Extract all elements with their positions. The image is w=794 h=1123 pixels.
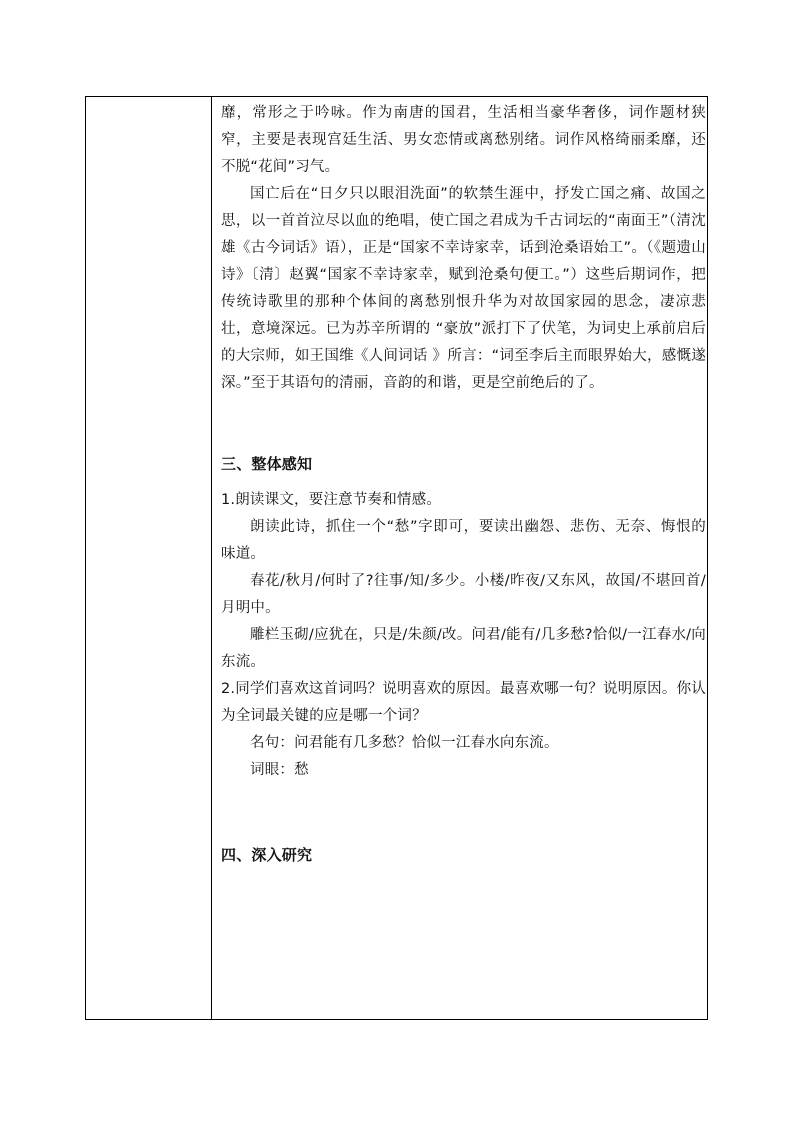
section-heading-overall-perception: 三、整体感知 <box>221 455 313 473</box>
paragraph-reading-tip: 朗读此诗，抓住一个“愁”字即可，要读出幽怨、悲伤、无奈、悔恨的味道。 <box>221 519 706 562</box>
poem-rhythm-line-1: 春花/秋月/何时了?往事/知/多少。小楼/昨夜/又东风，故国/不堪回首/月明中。 <box>221 573 706 616</box>
section-heading-deep-study: 四、深入研究 <box>221 846 313 864</box>
column-divider <box>211 97 212 1019</box>
poem-rhythm-line-2: 雕栏玉砌/应犹在，只是/朱颜/改。问君/能有/几多愁?恰似/一江春水/向东流。 <box>221 627 706 670</box>
question-2: 2.同学们喜欢这首词吗？说明喜欢的原因。最喜欢哪一句？说明原因。你认为全词最关键的应是哪一个词？ <box>221 681 706 724</box>
lesson-table <box>85 96 708 1020</box>
spacer <box>221 478 706 487</box>
paragraph-later-works: 国亡后在“日夕只以眼泪洗面”的软禁生涯中，抒发亡国之痛、故国之思，以一首首泣尽以血的绝唱，使亡国之君成为千古词坛的“南面王”（清沈雄《古今词话》语），正是“国家不幸诗家幸，话到沧桑语始工”。（《题遗山诗》〔清〕赵翼“国家不幸诗家幸，赋到沧桑句便工。”）这些后期词作，把传统诗歌里的那种个体间的离愁别恨升华为对故国家园的思念，凄凉悲壮，意境深远。已为苏辛所谓的 “豪放”派打下了伏笔，为词史上承前启后的大宗师，如王国维《人间词话 》所言：“词至李后主而眼界始大，感慨遂深。”至于其语句的清丽，音韵的和谐，更是空前绝后的了。 <box>221 186 706 391</box>
spacer <box>221 397 706 451</box>
key-word: 词眼：愁 <box>250 762 309 778</box>
question-1: 1.朗读课文，要注意节奏和情感。 <box>221 492 442 508</box>
famous-line: 名句：问君能有几多愁？恰似一江春水向东流。 <box>250 735 559 751</box>
lesson-content-cell <box>221 100 706 869</box>
paragraph-intro-style: 靡，常形之于吟咏。作为南唐的国君，生活相当豪华奢侈，词作题材狭窄，主要是表现宫廷生活、男女恋情或离愁别绪。词作风格绮丽柔靡，还不脱“花间”习气。 <box>221 105 706 175</box>
spacer <box>221 784 706 842</box>
